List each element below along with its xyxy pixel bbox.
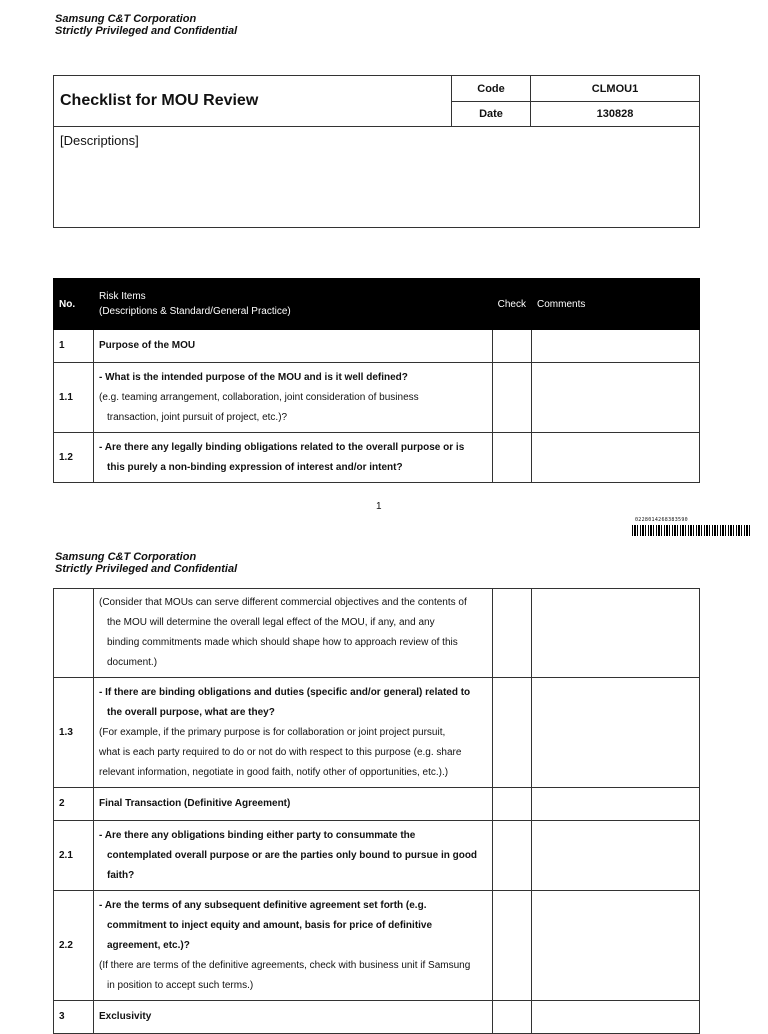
comments-cell	[532, 589, 700, 678]
note-text: document.)	[107, 657, 158, 668]
col-no-header: No.	[54, 279, 94, 330]
note-text: binding commitments made which should shape how to approach review of this	[107, 637, 458, 648]
table-row	[54, 821, 700, 891]
descriptions-field: [Descriptions]	[54, 127, 700, 228]
section-title: Final Transaction (Definitive Agreement)	[94, 788, 493, 821]
section-title: Exclusivity	[94, 1001, 493, 1034]
row-number: 2.1	[54, 821, 94, 891]
risk-item-text	[94, 891, 493, 1001]
question-text: - Are there any obligations binding either party to consummate the	[99, 829, 416, 841]
check-cell	[492, 363, 531, 433]
risk-item-text	[94, 821, 493, 891]
note-text: the MOU will determine the overall legal effect of the MOU, if any, and any	[107, 617, 435, 628]
check-cell	[492, 330, 531, 363]
table-row	[54, 589, 700, 678]
risk-item-text	[94, 678, 493, 788]
question-text: faith?	[107, 869, 135, 881]
row-number: 1.2	[54, 433, 94, 483]
risk-item-text	[94, 589, 493, 678]
table-row	[54, 1001, 700, 1034]
check-cell	[493, 678, 532, 788]
comments-cell	[532, 678, 700, 788]
col-risk-items-header	[94, 279, 493, 330]
check-cell	[493, 1001, 532, 1034]
risk-items-table	[53, 278, 700, 483]
question-text: - Are the terms of any subsequent definitive agreement set forth (e.g.	[99, 899, 427, 911]
barcode-image	[632, 525, 750, 536]
confidentiality-label: Strictly Privileged and Confidential	[55, 563, 238, 575]
company-header	[55, 13, 237, 37]
row-number: 2	[54, 788, 94, 821]
comments-cell	[532, 788, 700, 821]
date-value: 130828	[531, 102, 700, 127]
comments-cell	[532, 363, 700, 433]
row-number: 1	[54, 330, 94, 363]
comments-cell	[532, 821, 700, 891]
comments-cell	[532, 433, 700, 483]
row-number: 1.1	[54, 363, 94, 433]
check-cell	[493, 589, 532, 678]
note-text: (Consider that MOUs can serve different commercial objectives and the contents of	[99, 597, 467, 608]
check-cell	[493, 891, 532, 1001]
table-row	[54, 330, 700, 363]
note-text: (For example, if the primary purpose is for collaboration or joint project pursuit,	[99, 726, 446, 738]
question-text: commitment to inject equity and amount, basis for price of definitive	[107, 919, 433, 931]
comments-cell	[532, 1001, 700, 1034]
table-row	[54, 363, 700, 433]
row-number: 2.2	[54, 891, 94, 1001]
question-text: - Are there any legally binding obligations related to the overall purpose or is	[99, 441, 465, 453]
barcode-number: 0228014268383590	[635, 517, 688, 523]
check-cell	[493, 821, 532, 891]
note-text: (If there are terms of the definitive agreements, check with business unit if Samsung	[99, 959, 471, 971]
row-number	[54, 589, 94, 678]
table-row	[54, 891, 700, 1001]
note-text: in position to accept such terms.)	[107, 979, 254, 991]
risk-items-table-continued	[53, 588, 700, 1034]
comments-cell	[532, 330, 700, 363]
risk-items-subtitle: (Descriptions & Standard/General Practice)	[99, 306, 291, 317]
check-cell	[493, 788, 532, 821]
company-name: Samsung C&T Corporation	[55, 13, 197, 25]
code-value: CLMOU1	[531, 76, 700, 102]
date-label: Date	[452, 102, 531, 127]
question-text: this purely a non-binding expression of interest and/or intent?	[107, 461, 403, 473]
question-text: the overall purpose, what are they?	[107, 706, 275, 718]
row-number: 3	[54, 1001, 94, 1034]
page-number: 1	[376, 501, 382, 512]
code-label: Code	[452, 76, 531, 102]
company-name: Samsung C&T Corporation	[55, 551, 197, 563]
question-text: contemplated overall purpose or are the parties only bound to pursue in good	[107, 849, 478, 861]
table-row	[54, 433, 700, 483]
section-title: Purpose of the MOU	[94, 330, 493, 363]
form-title: Checklist for MOU Review	[54, 76, 452, 127]
comments-cell	[532, 891, 700, 1001]
check-cell	[492, 433, 531, 483]
row-number: 1.3	[54, 678, 94, 788]
confidentiality-label: Strictly Privileged and Confidential	[55, 25, 238, 37]
col-check-header: Check	[492, 279, 531, 330]
risk-items-title: Risk Items	[99, 291, 146, 302]
risk-item-text	[94, 433, 493, 483]
table-row	[54, 678, 700, 788]
question-text: - If there are binding obligations and duties (specific and/or general) related to	[99, 686, 471, 698]
form-header-table	[53, 75, 700, 228]
question-text: - What is the intended purpose of the MOU and is it well defined?	[99, 371, 408, 383]
risk-item-text	[94, 363, 493, 433]
table-row	[54, 788, 700, 821]
note-text: relevant information, negotiate in good faith, notify other of opportunities, etc.).)	[99, 766, 449, 778]
col-comments-header: Comments	[532, 279, 700, 330]
note-text: what is each party required to do or not do with respect to this purpose (e.g. share	[99, 746, 462, 758]
note-text: (e.g. teaming arrangement, collaboration, joint consideration of business	[99, 391, 419, 403]
note-text: transaction, joint pursuit of project, etc.)?	[107, 411, 288, 423]
company-header	[55, 551, 237, 575]
question-text: agreement, etc.)?	[107, 939, 190, 951]
